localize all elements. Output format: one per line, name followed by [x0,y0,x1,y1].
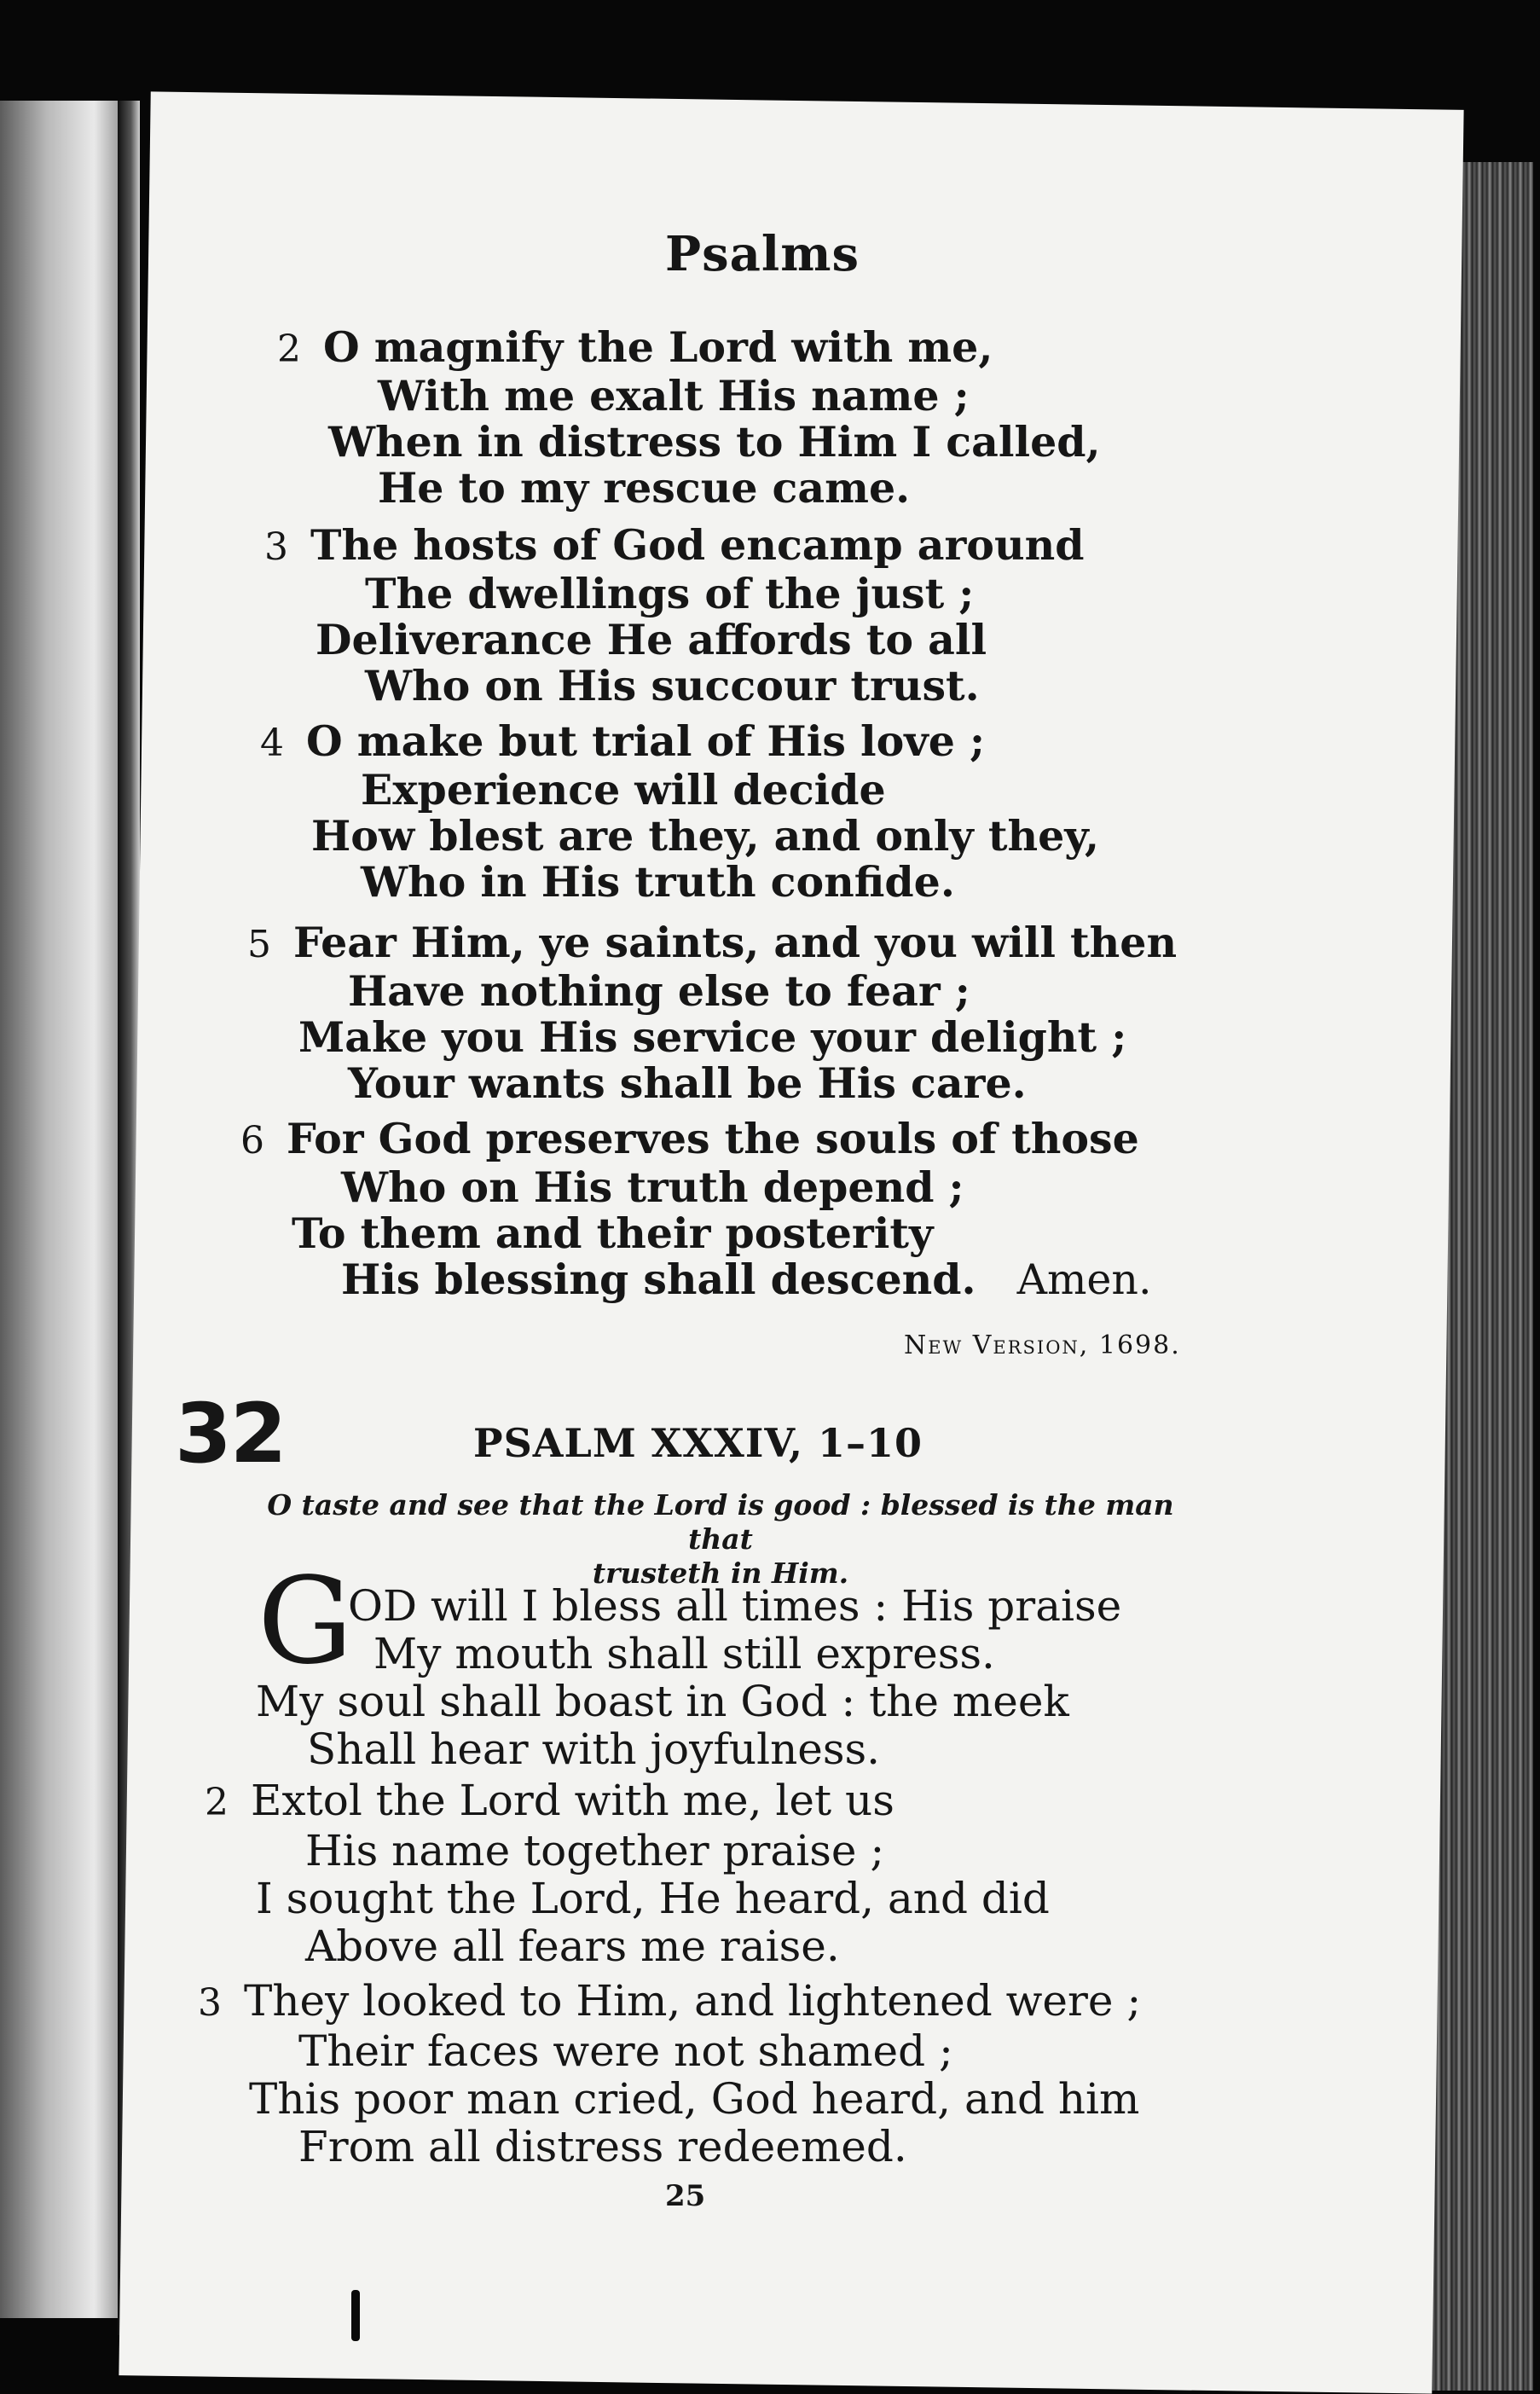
amen: Amen. [1016,1255,1152,1304]
verse-line: They looked to Him, and lightened were ; [244,1976,1142,2026]
verse-line: To them and their posterity [292,1209,934,1258]
verse-line: When in distress to Him I called, [328,417,1101,467]
stanza-number: 5 [247,923,271,966]
verse-line: The hosts of God encamp around [310,520,1085,570]
stanza-number: 3 [264,525,288,569]
verse-line: Who on His succour trust. [365,661,980,710]
verse-line: Experience will decide [361,765,886,814]
verse-line: Extol the Lord with me, let us [251,1776,894,1825]
verse-line: O magnify the Lord with me, [323,322,993,372]
verse-line: Fear Him, ye saints, and you will then [293,918,1178,967]
hymn-number: 32 [175,1386,286,1481]
epigraph-line: O taste and see that the Lord is good : blessed is the man that [267,1488,1174,1556]
verse-line: From all distress redeemed. [298,2122,907,2171]
stanza-number: 6 [240,1119,264,1162]
verse-line: The dwellings of the just ; [365,569,975,618]
verse-line: O make but trial of His love ; [306,716,986,766]
verse-line: My soul shall boast in God : the meek [256,1677,1069,1726]
drop-cap: G [258,1552,353,1691]
running-header: Psalms [665,226,860,282]
stanza-number: 2 [277,328,301,371]
verse-line: Their faces were not shamed ; [298,2026,953,2076]
stanza-number: 4 [260,722,284,765]
stanza-3-top [264,522,1084,709]
facing-page-edge [0,101,118,2318]
verse-line: Your wants shall be His care. [348,1058,1027,1108]
verse-line: This poor man cried, God heard, and him [249,2074,1140,2124]
verse-line: His blessing shall descend. [341,1255,976,1304]
verse-line: His name together praise ; [305,1826,885,1875]
stanza-number: 2 [205,1781,229,1824]
verse-line: How blest are they, and only they, [311,811,1100,861]
epigraph [234,1488,1207,1591]
source-credit: New Version, 1698. [904,1330,1181,1360]
verse-line: Above all fears me raise. [305,1922,840,1971]
psalm-title: PSALM XXXIV, 1–10 [473,1420,923,1466]
stanza-3-psalm [198,1977,1141,2171]
verse-line: Who on His truth depend ; [341,1162,964,1212]
verse-line: I sought the Lord, He heard, and did [256,1874,1050,1923]
stanza-2-top [277,324,1101,511]
page-number: 25 [665,2179,706,2213]
verse-line: OD will I bless all times : His praise [348,1581,1122,1631]
verse-line: Deliverance He affords to all [316,615,987,664]
verse-line: Who in His truth confide. [361,857,955,907]
verse-line: My mouth shall still express. [373,1629,995,1678]
verse-line: Have nothing else to fear ; [348,966,970,1016]
verse-line: For God preserves the souls of those [287,1114,1139,1163]
stanza-4-top [260,718,1099,905]
stanza-1-psalm [256,1582,1121,1773]
epigraph-line: trusteth in Him. [592,1556,849,1590]
stanza-6-top [240,1116,1152,1303]
verse-line: Make you His service your delight ; [298,1012,1127,1062]
stanza-5-top [247,919,1177,1106]
stanza-2-psalm [205,1777,1050,1970]
stanza-number: 3 [198,1981,222,2025]
verse-line: With me exalt His name ; [378,371,970,420]
verse-line: Shall hear with joyfulness. [307,1724,881,1774]
verse-line: He to my rescue came. [378,463,911,513]
binding-mark [351,2290,360,2341]
